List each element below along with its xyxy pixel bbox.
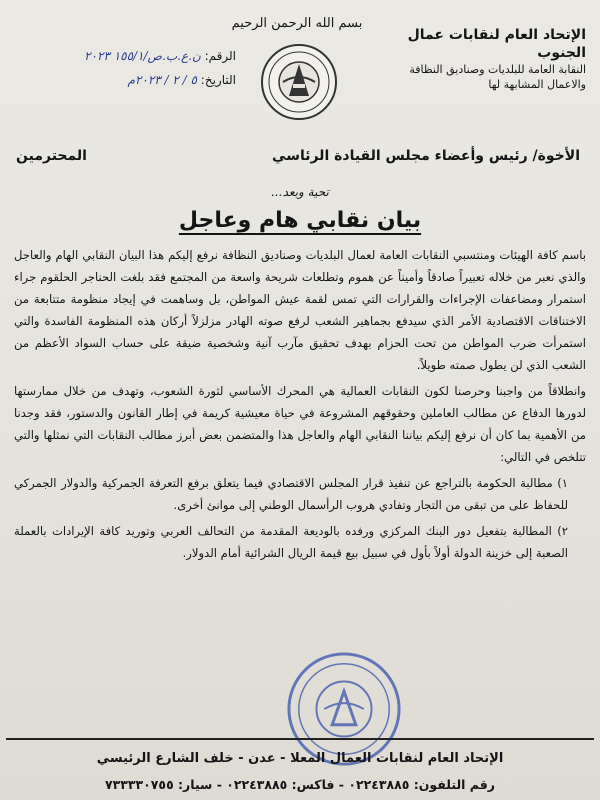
letter-body — [14, 244, 586, 568]
greeting: تحية وبعد... — [271, 185, 329, 199]
letterhead-org — [381, 26, 586, 92]
letterhead-footer — [6, 738, 594, 798]
date-value: ٥ / ٢ / ٢٠٢٣م — [127, 73, 197, 87]
union-logo-icon — [259, 42, 339, 122]
ref-number: ن.ع.ب.ص/١٥٥/١ ٢٠٢٣ — [84, 49, 201, 63]
footer-contacts: رقم التلفون: ٠٢٢٤٣٨٨٥ - فاكس: ٠٢٢٤٣٨٨٥ - سيار: ٧٣٣٣٣٠٧٥٥ — [105, 777, 495, 792]
honorific: المحترمين — [16, 148, 87, 164]
demand-item-2: ٢) المطالبة بتفعيل دور البنك المركزي ورفده بالوديعة المقدمة من التحالف العربي وتوريد كافة الإيرادات بالعملة الصعبة إلى خزينة الدولة أولاً بأول في سبيل بيع قيمة الريال الشرائية أمام الدولار. — [14, 524, 568, 560]
org-name: الإتحاد العام لنقابات عمال الجنوب — [407, 27, 586, 61]
document-title: بيان نقابي هام وعاجل — [178, 208, 422, 233]
addressee: الأخوة/ رئيس وأعضاء مجلس القيادة الرئاسي — [272, 148, 580, 164]
ref-number-row — [16, 44, 236, 68]
ref-label: الرقم: — [204, 49, 236, 63]
demand-item-1: ١) مطالبة الحكومة بالتراجع عن تنفيذ قرار المجلس الاقتصادي فيما يتعلق برفع التعرفة الجمركية والدولار الجمركي للحفاظ على من تبقى من التجار وتفادي هروب الرأسمال الوطني إلى موانئ أخرى. — [14, 476, 568, 512]
addressee-line — [16, 148, 580, 164]
footer-address: الإتحاد العام لنقابات العمال المعلا - عدن - خلف الشارع الرئيسي — [96, 751, 504, 766]
org-subunit: النقابة العامة للبلديات وصناديق النظافة — [409, 63, 586, 76]
basmala: بسم الله الرحمن الرحيم — [231, 16, 363, 31]
org-subunit-2: والاعمال المشابهة لها — [488, 78, 586, 91]
date-row — [16, 68, 236, 92]
paragraph-demands-intro: وانطلاقاً من واجبنا وحرصنا لكون النقابات العمالية هي المحرك الأساسي لثورة الشعوب، وتهدف من خلال ممارستها لدورها الدفاع عن مطالب العاملين وحقوقهم المشروعة في حياة معيشية كريمة في إطار القانون والدستور، فقد وجدنا من الأهمية بما كان أن نرفع إليكم بياننا النقابي الهام والعاجل هذا والمتضمن بعض أبرز مطالب النقابات التي نمثلها والتي تتلخص في التالي: — [14, 384, 586, 464]
paragraph-intro: باسم كافة الهيئات ومنتسبي النقابات العامة لعمال البلديات وصناديق النظافة نرفع إليكم هذا البيان النقابي الهام والعاجل والذي نعبر من خلاله تعبيراً صادقاً وأميناً عن هموم وتطلعات شريحة واسعة من المجتمع فقد بلغت الحناجر الحلقوم جراء استمرار ومضاعفات الإجراءات والقرارات التي تمس لقمة عيش المواطن، بل وساهمت في إيجاد منظومة متتابعة من الاختناقات الاقتصادية الأمر الذي سيدفع بجماهير الشعب لرفع صوته الهادر مزلزلاً أركان هذه المنظومة الفاسدة والتي استمرأت ضرب المواطن من تحت الحزام بهدف تحقيق مآرب آنية وشخصية ضيقة على حساب السواد الأعظم من الشعب الذي لن يطول صمته طويلاً. — [14, 248, 586, 372]
reference-block — [16, 44, 236, 92]
date-label: التاريخ: — [200, 73, 236, 87]
